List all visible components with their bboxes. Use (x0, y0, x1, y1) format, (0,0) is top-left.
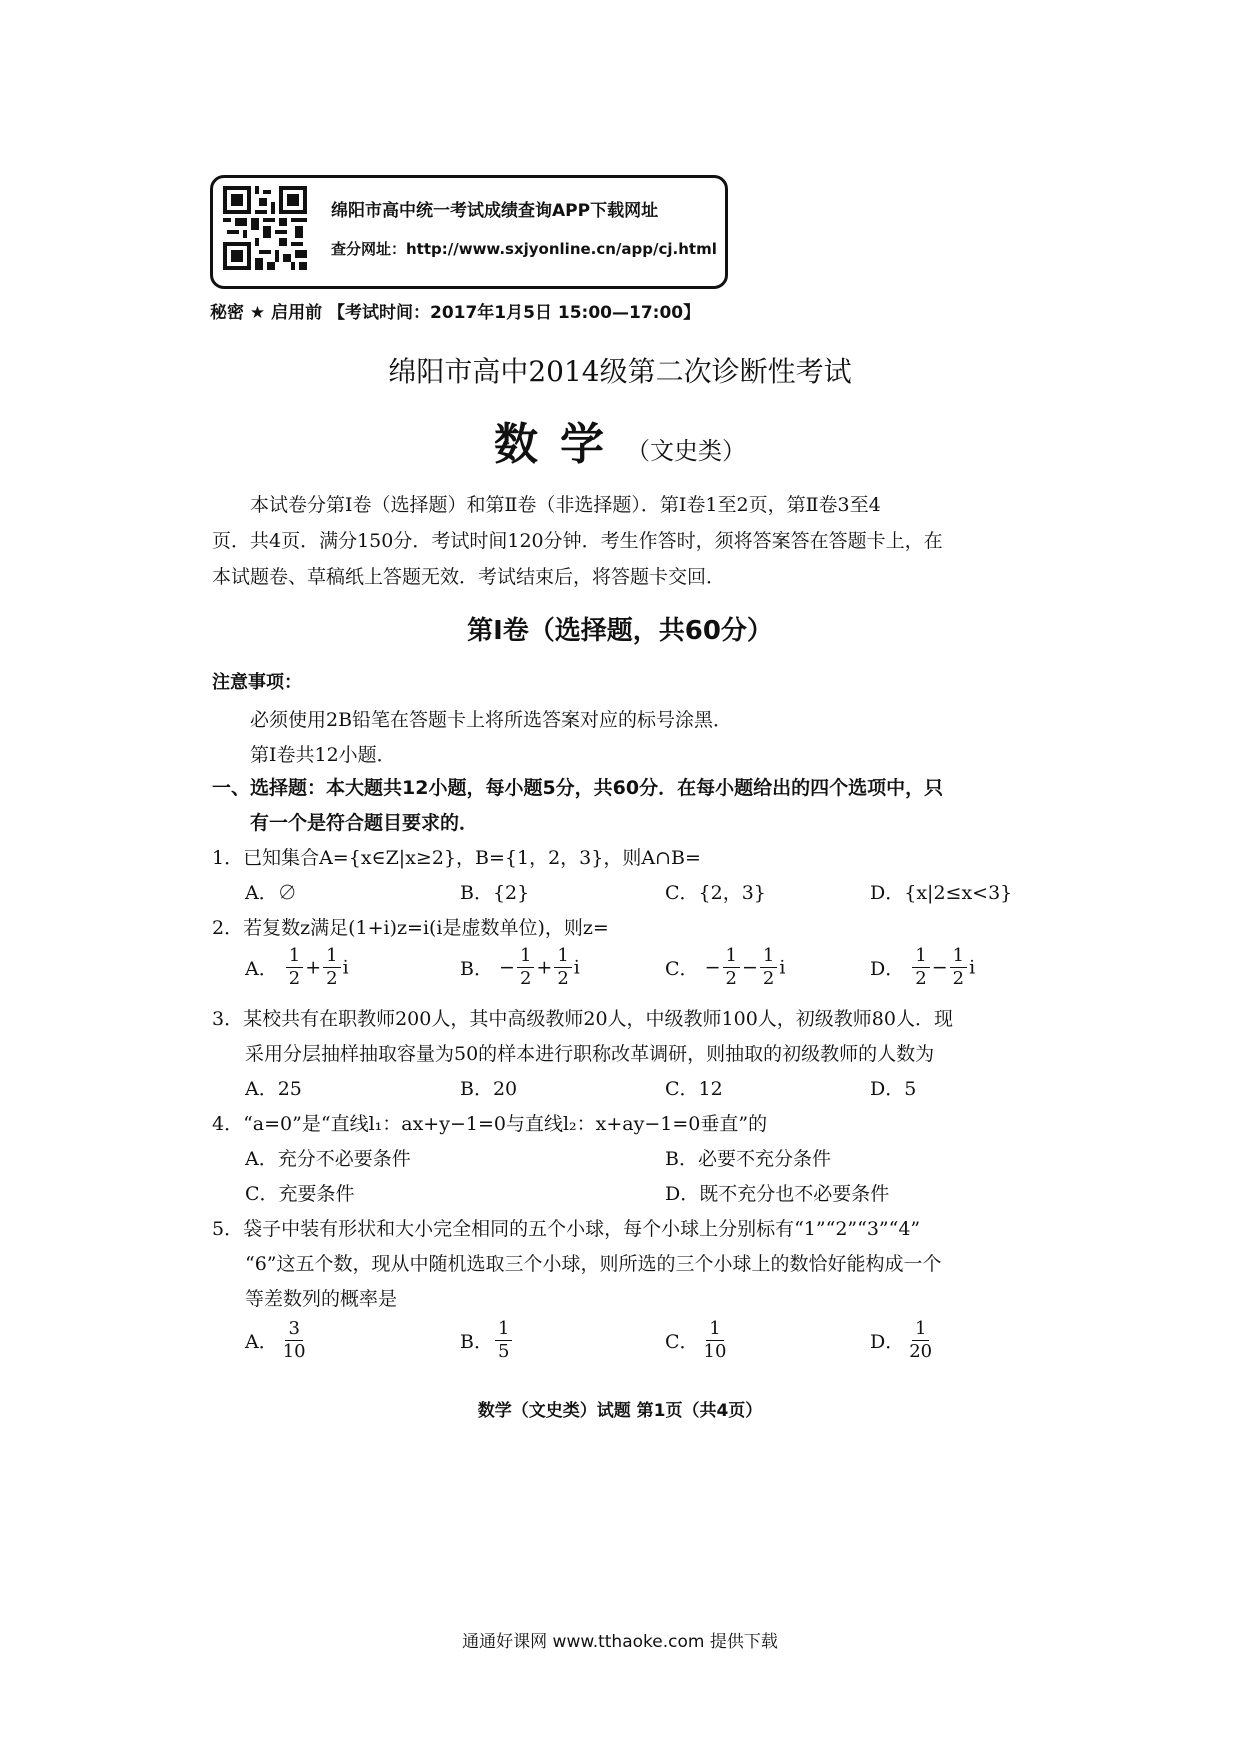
question-5-stem: “6”这五个数，现从中随机选取三个小球，则所选的三个小球上的数恰好能构成一个 (245, 1253, 942, 1275)
score-query-url[interactable]: 查分网址：http://www.sxjyonline.cn/app/cj.html (331, 240, 717, 258)
subject-category: （文史类） (626, 437, 746, 465)
q1-option-b[interactable]: B．{2} (460, 882, 530, 904)
q2-option-d[interactable]: D． $\frac{1}{2}$ − $\frac{1}{2}$ i (870, 945, 976, 989)
q5-option-c[interactable]: C． $\frac{1}{10}$ (665, 1318, 727, 1362)
subject-title (0, 408, 1240, 472)
question-3-stem: 采用分层抽样抽取容量为50的样本进行职称改革调研，则抽取的初级教师的人数为 (245, 1043, 935, 1065)
q1-option-a[interactable]: A．∅ (245, 882, 297, 904)
question-2-stem: 2．若复数z满足(1+i)z=i(i是虚数单位)，则z= (212, 917, 609, 939)
subject-name: 数学 (494, 419, 626, 470)
q4-option-a[interactable]: A．充分不必要条件 (245, 1148, 411, 1170)
question-3-stem: 3．某校共有在职教师200人，其中高级教师20人，中级教师100人，初级教师80人．现 (212, 1008, 953, 1030)
q4-option-b[interactable]: B．必要不充分条件 (665, 1148, 831, 1170)
q5-option-d[interactable]: D． $\frac{1}{20}$ (870, 1318, 933, 1362)
q1-option-d[interactable]: D．{x|2≤x<3} (870, 882, 1013, 904)
q5-option-a[interactable]: A． $\frac{3}{10}$ (245, 1318, 306, 1362)
q5-option-b[interactable]: B． $\frac{1}{5}$ (460, 1318, 514, 1363)
section-instruction: 一、选择题：本大题共12小题，每小题5分，共60分．在每小题给出的四个选项中，只 (212, 777, 944, 799)
q3-option-b[interactable]: B．20 (460, 1078, 518, 1100)
q1-option-c[interactable]: C．{2，3} (665, 882, 766, 904)
question-1-stem: 1．已知集合A={x∈Z|x≥2}，B={1，2，3}，则A∩B= (212, 847, 701, 869)
page-footer: 数学（文史类）试题 第1页（共4页） (477, 1401, 763, 1421)
q3-option-a[interactable]: A．25 (245, 1078, 302, 1100)
q2-option-b[interactable]: B． − $\frac{1}{2}$ + $\frac{1}{2}$ i (460, 945, 580, 989)
q2-option-a[interactable]: A． $\frac{1}{2}$ + $\frac{1}{2}$ i (245, 945, 349, 989)
note-line: 必须使用2B铅笔在答题卡上将所选答案对应的标号涂黑． (250, 709, 733, 731)
exam-instructions (212, 487, 1012, 595)
part-one-title: 第Ⅰ卷（选择题，共60分） (467, 616, 773, 646)
q2-option-c[interactable]: C． − $\frac{1}{2}$ − $\frac{1}{2}$ i (665, 945, 786, 989)
q4-option-d[interactable]: D．既不充分也不必要条件 (665, 1183, 890, 1205)
notes-heading: 注意事项： (212, 672, 302, 693)
instructions-line: 本试题卷、草稿纸上答题无效．考试结束后，将答题卡交回． (212, 566, 726, 588)
exam-title: 绵阳市高中2014级第二次诊断性考试 (388, 355, 852, 388)
source-watermark[interactable]: 通通好课网 www.tthaoke.com 提供下载 (462, 1632, 778, 1652)
instructions-line: 本试卷分第Ⅰ卷（选择题）和第Ⅱ卷（非选择题）．第Ⅰ卷1至2页，第Ⅱ卷3至4 (250, 494, 881, 516)
qr-code-icon[interactable] (223, 186, 307, 270)
q4-option-c[interactable]: C．充要条件 (245, 1183, 355, 1205)
q3-option-c[interactable]: C．12 (665, 1078, 723, 1100)
app-download-title: 绵阳市高中统一考试成绩查询APP下载网址 (331, 201, 659, 221)
qr-header-box (210, 175, 728, 289)
section-instruction: 有一个是符合题目要求的． (250, 812, 479, 834)
exam-time-line: 秘密 ★ 启用前 【考试时间：2017年1月5日 15:00—17:00】 (210, 303, 701, 323)
question-4-stem: 4．“a=0”是“直线l₁：ax+y−1=0与直线l₂：x+ay−1=0垂直”的 (212, 1113, 768, 1135)
instructions-line: 页．共4页．满分150分．考试时间120分钟．考生作答时，须将答案答在答题卡上，在 (212, 530, 943, 552)
question-5-stem: 5．袋子中装有形状和大小完全相同的五个小球，每个小球上分别标有“1”“2”“3”“4” (212, 1218, 921, 1240)
question-5-stem: 等差数列的概率是 (245, 1288, 398, 1310)
note-line: 第Ⅰ卷共12小题． (250, 744, 396, 766)
q3-option-d[interactable]: D．5 (870, 1078, 917, 1100)
